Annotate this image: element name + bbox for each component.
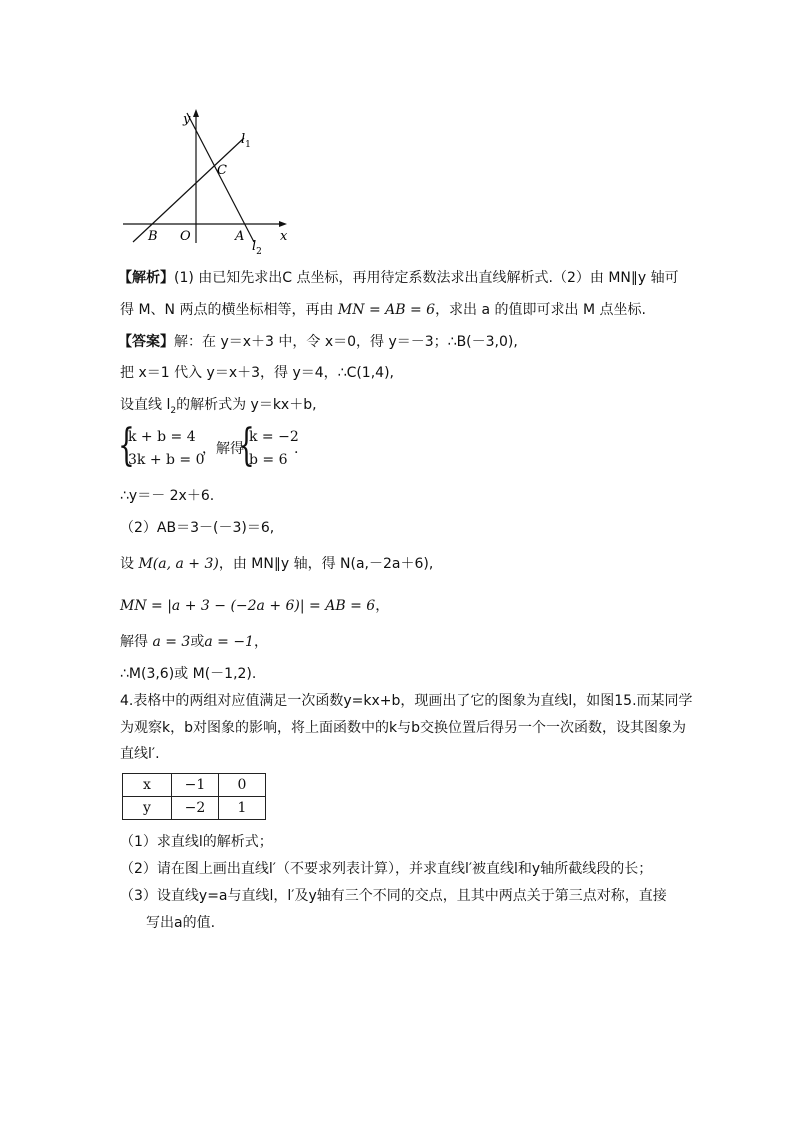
table-cell: 0 — [219, 774, 266, 797]
table-cell: y — [123, 797, 172, 820]
answer-line-3 — [120, 395, 317, 421]
answer-text-8-end: ， — [375, 598, 390, 614]
answer-text-1: 解：在 y＝x＋3 中，令 x＝0，得 y＝－3；∴B(－3,0), — [174, 334, 518, 350]
answer-math-9a: a = 3 — [152, 634, 191, 650]
problem4-question-3a: （3）设直线y=a与直线l，l′及y轴有三个不同的交点，且其中两点关于第三点对称，直接 — [120, 888, 667, 904]
answer-text-9-mid: 或 — [190, 634, 205, 650]
label-A: A — [235, 229, 245, 244]
x-axis-arrow — [279, 221, 287, 227]
label-y: y — [183, 112, 191, 127]
problem4-line-3: 直线l′. — [120, 746, 160, 762]
label-l1: $l_1$ — [241, 132, 251, 150]
coordinate-figure — [115, 105, 295, 260]
answer-line-1 — [118, 332, 518, 352]
problem4-question-1: （1）求直线l的解析式； — [120, 834, 273, 850]
answer-math-7: M(a, a + 3) — [138, 556, 219, 572]
analysis-text-2b: ，求出 a 的值即可求出 M 点坐标. — [435, 302, 646, 318]
problem4-question-3b: 写出a的值. — [146, 915, 216, 931]
answer-line-6: （2）AB＝3－(－3)＝6, — [120, 520, 275, 536]
sys2-eq2: b = 6 — [249, 452, 288, 468]
answer-text-3a: 设直线 l — [120, 397, 171, 413]
solve-word: ，解得 — [202, 441, 244, 457]
answer-line-9 — [120, 632, 268, 652]
answer-text-9a: 解得 — [120, 634, 153, 650]
table-row — [123, 774, 266, 797]
label-O: O — [180, 229, 191, 244]
table-row — [123, 797, 266, 820]
label-l2: $l_2$ — [252, 239, 262, 257]
problem4-question-2: （2）请在图上画出直线l′（不要求列表计算），并求直线l′被直线l和y轴所截线段的长； — [120, 861, 653, 877]
left-brace-1: { — [118, 420, 135, 471]
answer-math-8: MN = |a + 3 − (−2a + 6)| = AB = 6 — [120, 598, 376, 614]
answer-math-9b: a = −1 — [204, 634, 254, 650]
y-axis-arrow — [193, 109, 199, 117]
analysis-math: MN = AB = 6 — [337, 302, 436, 318]
problem4-line-1: 4.表格中的两组对应值满足一次函数y=kx+b，现画出了它的图象为直线l，如图15.而某同学 — [120, 693, 693, 709]
answer-line-10: ∴M(3,6)或 M(－1,2). — [120, 666, 257, 682]
sys1-eq1: k + b = 4 — [128, 429, 196, 445]
analysis-text-1: (1) 由已知先求出C 点坐标，再用待定系数法求出直线解析式.（2）由 MN∥y 轴可 — [174, 270, 679, 286]
label-C: C — [217, 163, 227, 178]
answer-line-5: ∴y＝－ 2x＋6. — [120, 488, 215, 504]
table-cell: 1 — [219, 797, 266, 820]
sys2-end: . — [294, 441, 299, 457]
answer-text-3b: 的解析式为 y＝kx＋b, — [176, 397, 317, 413]
sys2-eq1: k = −2 — [249, 429, 299, 445]
table-cell: −2 — [172, 797, 219, 820]
analysis-text-2a: 得 M、N 两点的横坐标相等，再由 — [120, 302, 338, 318]
answer-line-8 — [120, 596, 389, 616]
answer-tag: 【答案】 — [118, 334, 174, 350]
analysis-line-1 — [118, 268, 679, 288]
sys1-eq2: 3k + b = 0 — [128, 452, 205, 468]
answer-text-7a: 设 — [120, 556, 139, 572]
left-brace-2: { — [238, 420, 255, 471]
table-cell: −1 — [172, 774, 219, 797]
analysis-line-2 — [120, 300, 646, 320]
label-x: x — [280, 229, 288, 244]
answer-line-7 — [120, 554, 433, 574]
table-cell: x — [123, 774, 172, 797]
answer-text-3-sub: 2 — [170, 405, 177, 416]
analysis-tag: 【解析】 — [118, 270, 174, 286]
answer-text-9-end: ， — [253, 634, 268, 650]
problem4-line-2: 为观察k，b对图象的影响，将上面函数中的k与b交换位置后得另一个一次函数，设其图象为 — [120, 720, 686, 736]
value-table — [122, 773, 266, 820]
answer-line-2: 把 x＝1 代入 y＝x＋3，得 y＝4，∴C(1,4), — [120, 365, 394, 381]
label-B: B — [148, 229, 158, 244]
equation-system-block — [118, 420, 338, 474]
answer-text-7b: ，由 MN∥y 轴，得 N(a,－2a＋6), — [218, 556, 434, 572]
